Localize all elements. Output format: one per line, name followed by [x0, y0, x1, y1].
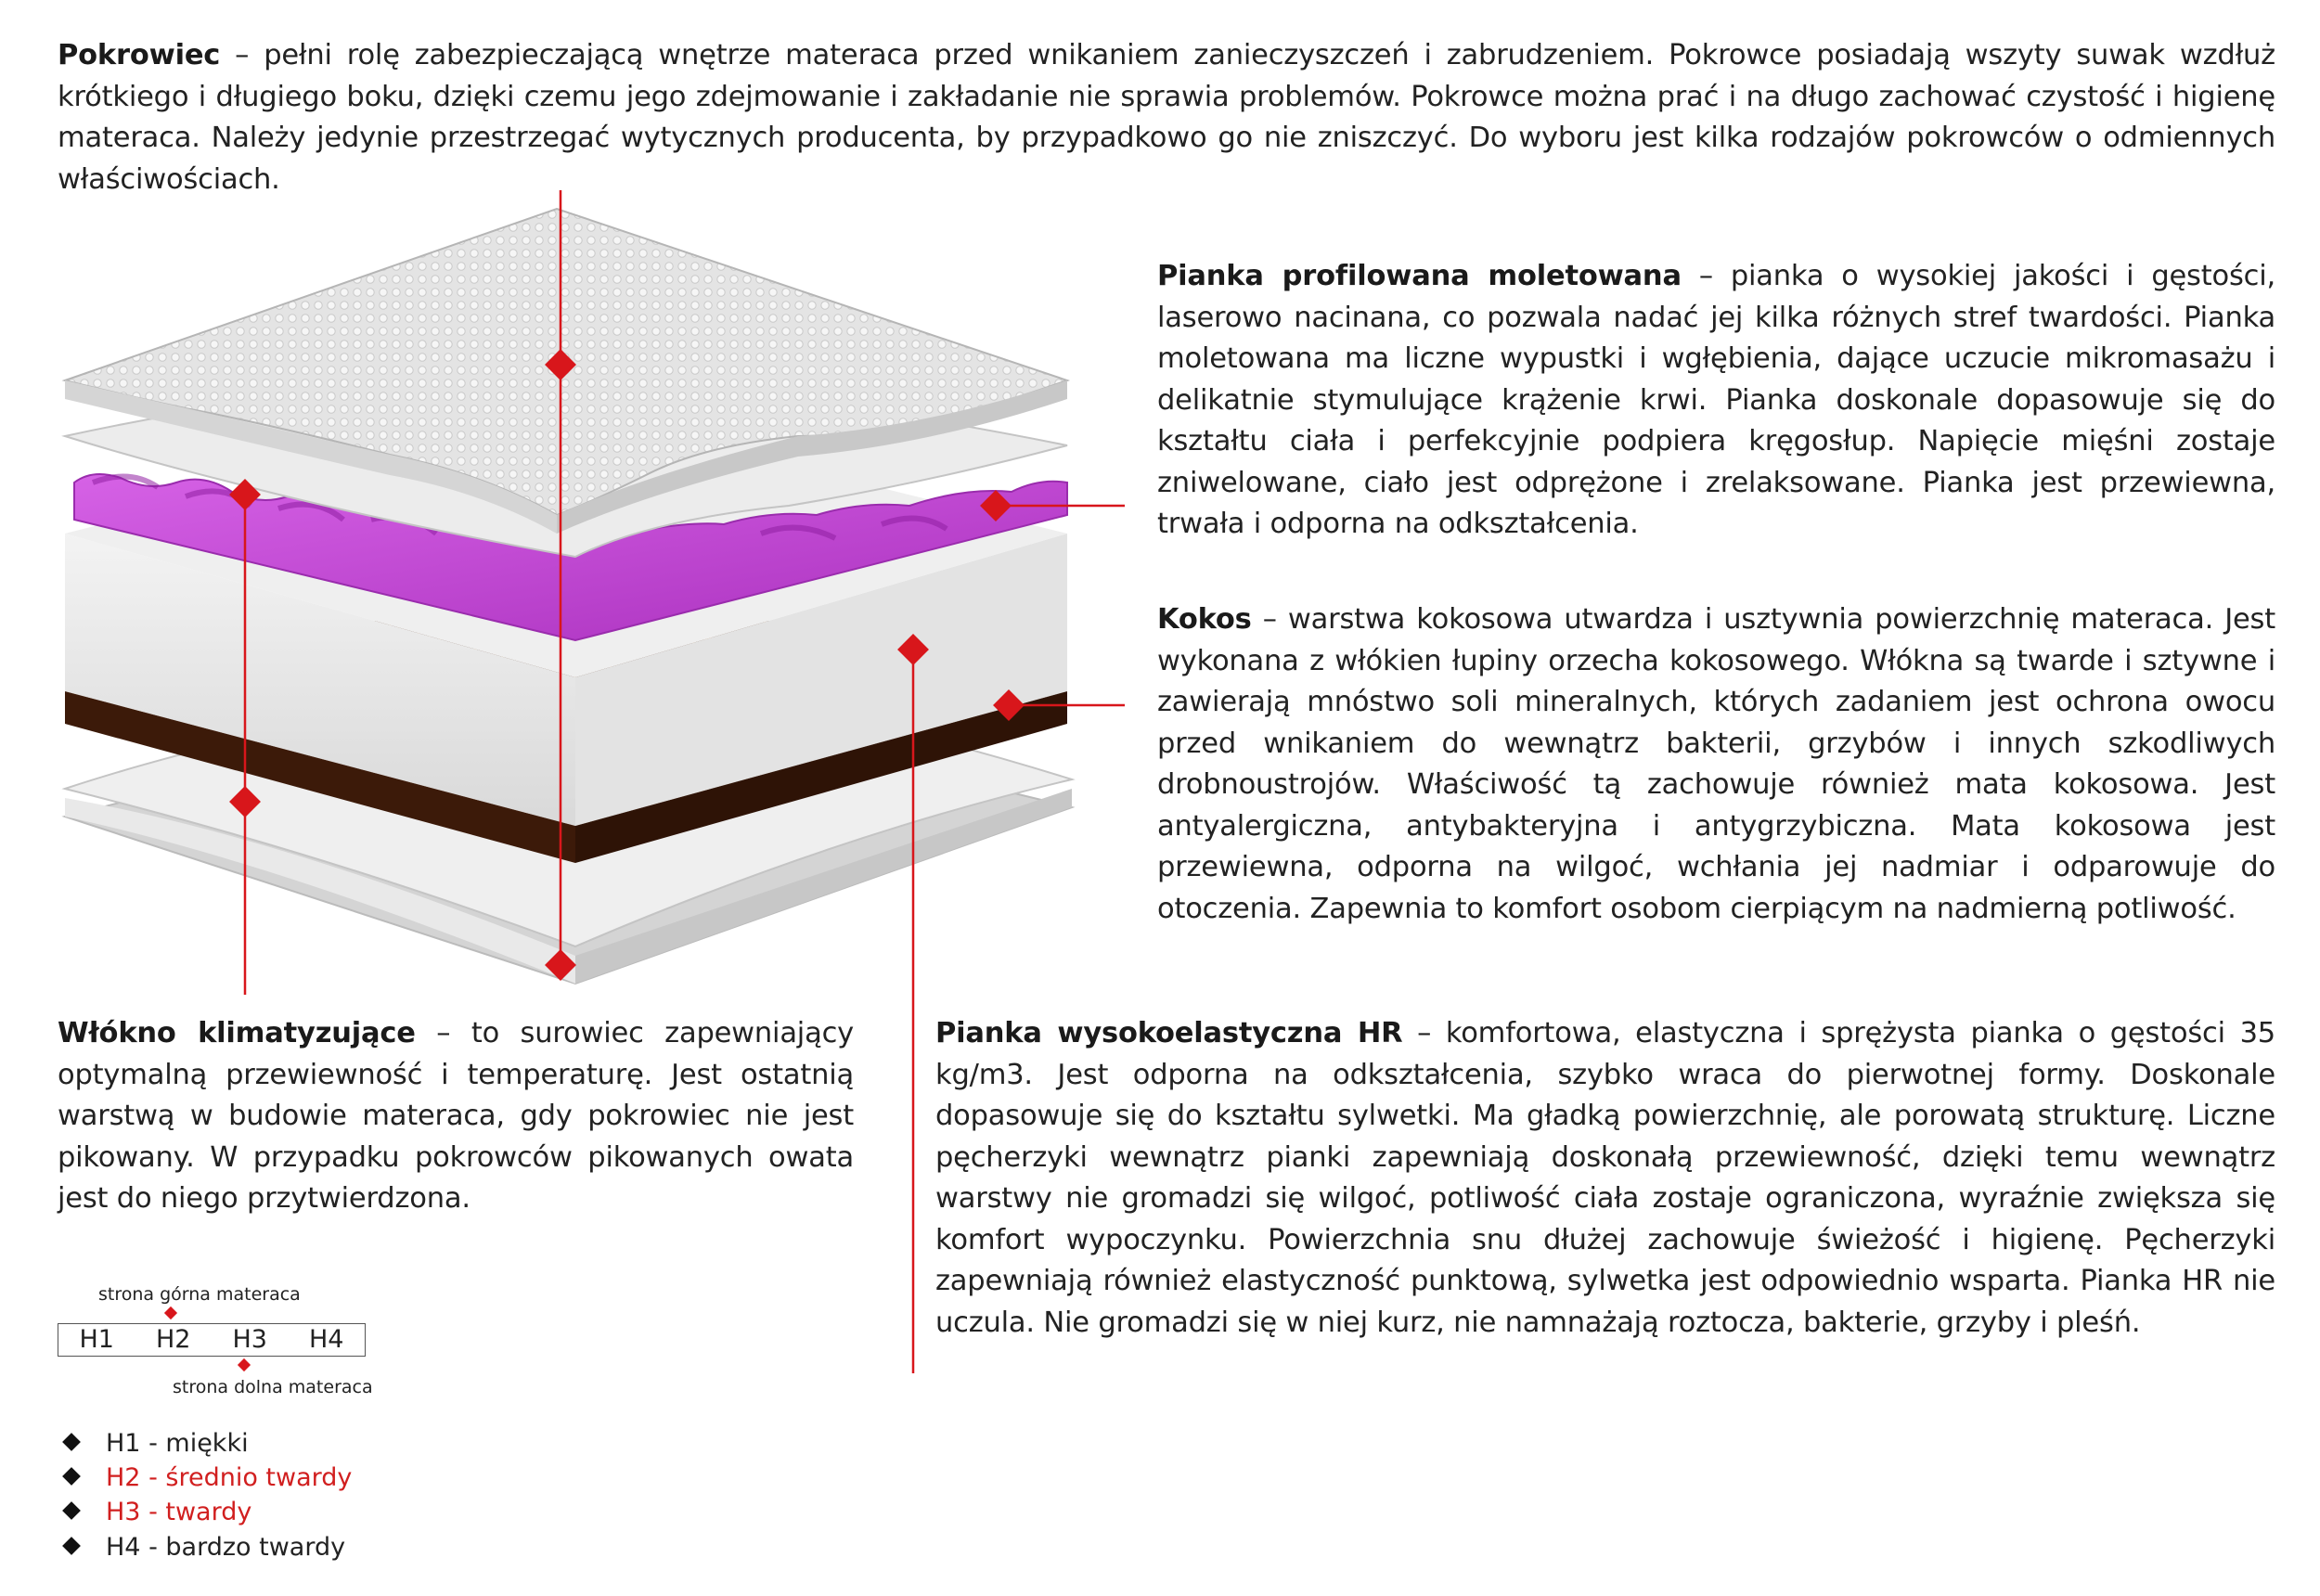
fiber-description — [58, 1013, 854, 1220]
cover-title: Pokrowiec — [58, 39, 221, 71]
diamond-icon — [62, 1537, 81, 1555]
legend-item-h1 — [65, 1427, 249, 1461]
scale-cell-h3: H3 — [232, 1325, 267, 1354]
scale-cell-h1: H1 — [79, 1325, 114, 1354]
diamond-icon — [62, 1467, 81, 1486]
hr-foam-description — [935, 1013, 2275, 1344]
scale-top-label: strona górna materaca — [98, 1284, 301, 1305]
profiled-foam-title: Pianka profilowana moletowana — [1157, 260, 1682, 292]
coconut-title: Kokos — [1157, 603, 1252, 636]
legend-label: H1 - miękki — [106, 1429, 249, 1458]
coconut-description — [1157, 599, 2275, 930]
legend-label: H2 - średnio twardy — [106, 1463, 353, 1492]
legend-item-h2 — [65, 1461, 352, 1495]
scale-bottom-label: strona dolna materaca — [173, 1377, 373, 1397]
scale-bottom-marker — [238, 1358, 251, 1371]
hr-foam-title: Pianka wysokoelastyczna HR — [935, 1017, 1403, 1049]
legend-item-h3 — [65, 1496, 251, 1529]
legend-label: H4 - bardzo twardy — [106, 1533, 346, 1562]
diamond-icon — [62, 1501, 81, 1520]
profiled-foam-description — [1157, 256, 2275, 546]
hardness-scale — [58, 1323, 366, 1357]
fiber-body: – to surowiec zapewniający optymalną przewiewność i temperaturę. Jest ostatnią warstwą w budowie materaca, gdy pokrowiec nie jest pikowany. W przypadku pokrowców pikowanych owata jest do niego przytwierdzona. — [58, 1017, 854, 1215]
fiber-title: Włókno klimatyzujące — [58, 1017, 416, 1049]
hr-foam-body: – komfortowa, elastyczna i sprężysta pianka o gęstości 35 kg/m3. Jest odporna na odkształcenia, szybko wraca do pierwotnej formy. Doskonale dopasowuje się do kształtu sylwetki. Ma gładką powierzchnię, ale porowatą strukturę. Liczne pęcherzyki wewnątrz pianki zapewniają doskonałą przewiewność, dzięki temu wewnątrz warstwy nie gromadzi się wilgoć, potliwość ciała zostaje ograniczona, wyraźnie zwiększa się komfort wypoczynku. Powierzchnia snu dłużej zachowuje świeżość i higienę. Pęcherzyki zapewniają również elastyczność punktową, sylwetka jest odpowiednio wsparta. Pianka HR nie uczula. Nie gromadzi się w niej kurz, nie namnażają roztocza, bakterie, grzyby i pleśń. — [935, 1017, 2275, 1339]
scale-cell-h4: H4 — [309, 1325, 344, 1354]
cover-body: – pełni rolę zabezpieczającą wnętrze materaca przed wnikaniem zanieczyszczeń i zabrudzeniem. Pokrowce posiadają wszyty suwak wzdłuż krótkiego i długiego boku, dzięki czemu jego zdejmowanie i zakładanie nie sprawia problemów. Pokrowce można prać i na długo zachować czystość i higienę materaca. Należy jedynie przestrzegać wytycznych producenta, by przypadkowo go nie zniszczyć. Do wyboru jest kilka rodzajów pokrowców o odmiennych właściwościach. — [58, 39, 2275, 196]
diamond-icon — [62, 1433, 81, 1451]
scale-top-marker — [164, 1306, 177, 1319]
coconut-body: – warstwa kokosowa utwardza i usztywnia powierzchnię materaca. Jest wykonana z włókien łupiny orzecha kokosowego. Włókna są twarde i sztywne i zawierają mnóstwo soli mineralnych, których zadaniem jest ochrona owocu przed wnikaniem do wewnątrz bakterii, grzybów i innych szkodliwych drobnoustrojów. Właściwość tą zachowuje również mata kokosowa. Jest antyalergiczna, antybakteryjna i antygrzybiczna. Mata kokosowa jest przewiewna, odporna na wilgoć, wchłania jej nadmiar i odparowuje do otoczenia. Zapewnia to komfort osobom cierpiącym na nadmierną potliwość. — [1157, 603, 2275, 925]
legend-item-h4 — [65, 1531, 345, 1564]
legend-label: H3 - twardy — [106, 1498, 252, 1526]
cover-description — [58, 35, 2275, 200]
profiled-foam-body: – pianka o wysokiej jakości i gęstości, laserowo nacinana, co pozwala nadać jej kilka różnych stref twardości. Pianka moletowana ma liczne wypustki i wgłębienia, dające uczucie mikromasażu i delikatnie stymulujące krążenie krwi. Pianka doskonale dopasowuje się do kształtu ciała i perfekcyjnie podpiera kręgosłup. Napięcie mięśni zostaje zniwelowane, ciało jest odprężone i zrelaksowane. Pianka jest przewiewna, trwała i odporna na odkształcenia. — [1157, 260, 2275, 540]
scale-cell-h2: H2 — [156, 1325, 191, 1354]
